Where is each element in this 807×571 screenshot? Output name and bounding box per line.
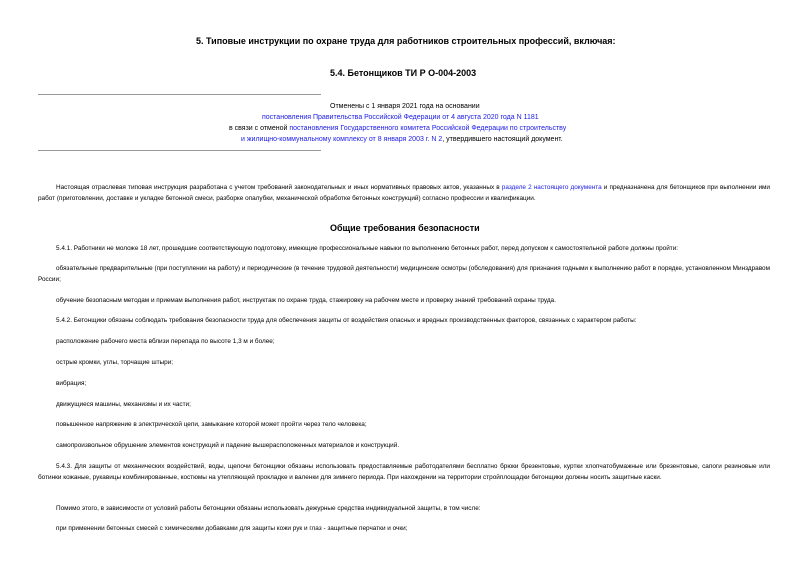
paragraph: расположение рабочего места вблизи перепада по высоте 1,3 м и более;: [56, 338, 275, 345]
paragraph: самопроизвольное обрушение элементов конструкций и падение вышерасположенных материалов и конструкций.: [56, 442, 400, 449]
notice-line-3: [229, 125, 566, 132]
paragraph: движущиеся машины, механизмы и их части;: [56, 401, 191, 408]
notice-link-gosstroy[interactable]: постановления Государственного комитета Российской Федерации по строительству: [289, 125, 567, 132]
paragraph: при применении бетонных смесей с химическими добавками для защиты кожи рук и глаз - защитные перчатки и очки;: [56, 525, 408, 532]
paragraph: острые кромки, углы, торчащие штыри;: [56, 359, 174, 366]
section-title: 5. Типовые инструкции по охране труда для работников строительных профессий, включая:: [196, 36, 616, 46]
notice-line-1: Отменены с 1 января 2021 года на основании: [330, 103, 480, 110]
notice-link-decree-1181[interactable]: постановления Правительства Российской Федерации от 4 августа 2020 года N 1181: [262, 114, 539, 121]
subsection-title: 5.4. Бетонщиков ТИ Р О-004-2003: [330, 68, 477, 78]
paragraph: обучение безопасным методам и приемам выполнения работ, инструктаж по охране труда, стажировку на рабочем месте и проверку знаний требований охраны труда.: [56, 297, 556, 304]
paragraph: 5.4.1. Работники не моложе 18 лет, прошедшие соответствующую подготовку, имеющие профессиональные навыки по выполнению бетонных работ, перед допуском к самостоятельной работе должны пройти:: [56, 245, 679, 252]
paragraph: Помимо этого, в зависимости от условий работы бетонщики обязаны использовать дежурные средства индивидуальной защиты, в том числе:: [56, 505, 481, 512]
notice-line-4: [241, 136, 563, 143]
top-divider: [38, 94, 321, 95]
notice-line-3-text: в связи с отменой: [229, 125, 290, 132]
paragraph: 5.4.2. Бетонщики обязаны соблюдать требования безопасности труда для обеспечения защиты от воздействия опасных и вредных производственных факторов, связанных с характером работы:: [56, 317, 637, 324]
bottom-divider: [38, 150, 321, 151]
notice-link-decree-2[interactable]: и жилищно-коммунальному комплексу от 8 января 2003 г. N 2: [241, 136, 443, 143]
paragraph: обязательные предварительные (при поступлении на работу) и периодические (в течение трудовой деятельности) медицинские осмотры (обследования) для признания годными к выполнению работ в порядке, установленном Минздравом России;: [38, 265, 770, 283]
paragraph: 5.4.3. Для защиты от механических воздействий, воды, щелочи бетонщики обязаны использовать предоставляемые работодателями бесплатно брюки брезентовые, куртки хлопчатобумажные или брезентовые, сапоги резиновые или ботинки кожаные, рукавицы комбинированные, костюмы на утепляющей прокладке и валенки для зимнего периода. При нахождении на территории стройплощадки бетонщики должны носить защитные каски.: [38, 463, 770, 481]
paragraph: вибрация;: [56, 380, 87, 387]
intro-link-section-2[interactable]: разделе 2 настоящего документа: [501, 184, 602, 191]
intro-text-2: и предназначена для бетонщиков при выполнении ими работ (приготовлении, доставке и укладке бетонной смеси, разборке опалубки, механической обработке бетонных конструкций) согласно профессии и квалификации.: [38, 184, 770, 202]
intro-paragraph: [38, 183, 770, 204]
paragraph: повышенное напряжение в электрической цепи, замыкание которой может пройти через тело человека;: [56, 421, 367, 428]
safety-heading: Общие требования безопасности: [330, 223, 480, 233]
intro-text-1: Настоящая отраслевая типовая инструкция разработана с учетом требований законодательных и иных нормативных правовых актов, указанных в: [56, 184, 502, 191]
notice-line-4-text: , утвердившего настоящий документ.: [442, 136, 563, 143]
